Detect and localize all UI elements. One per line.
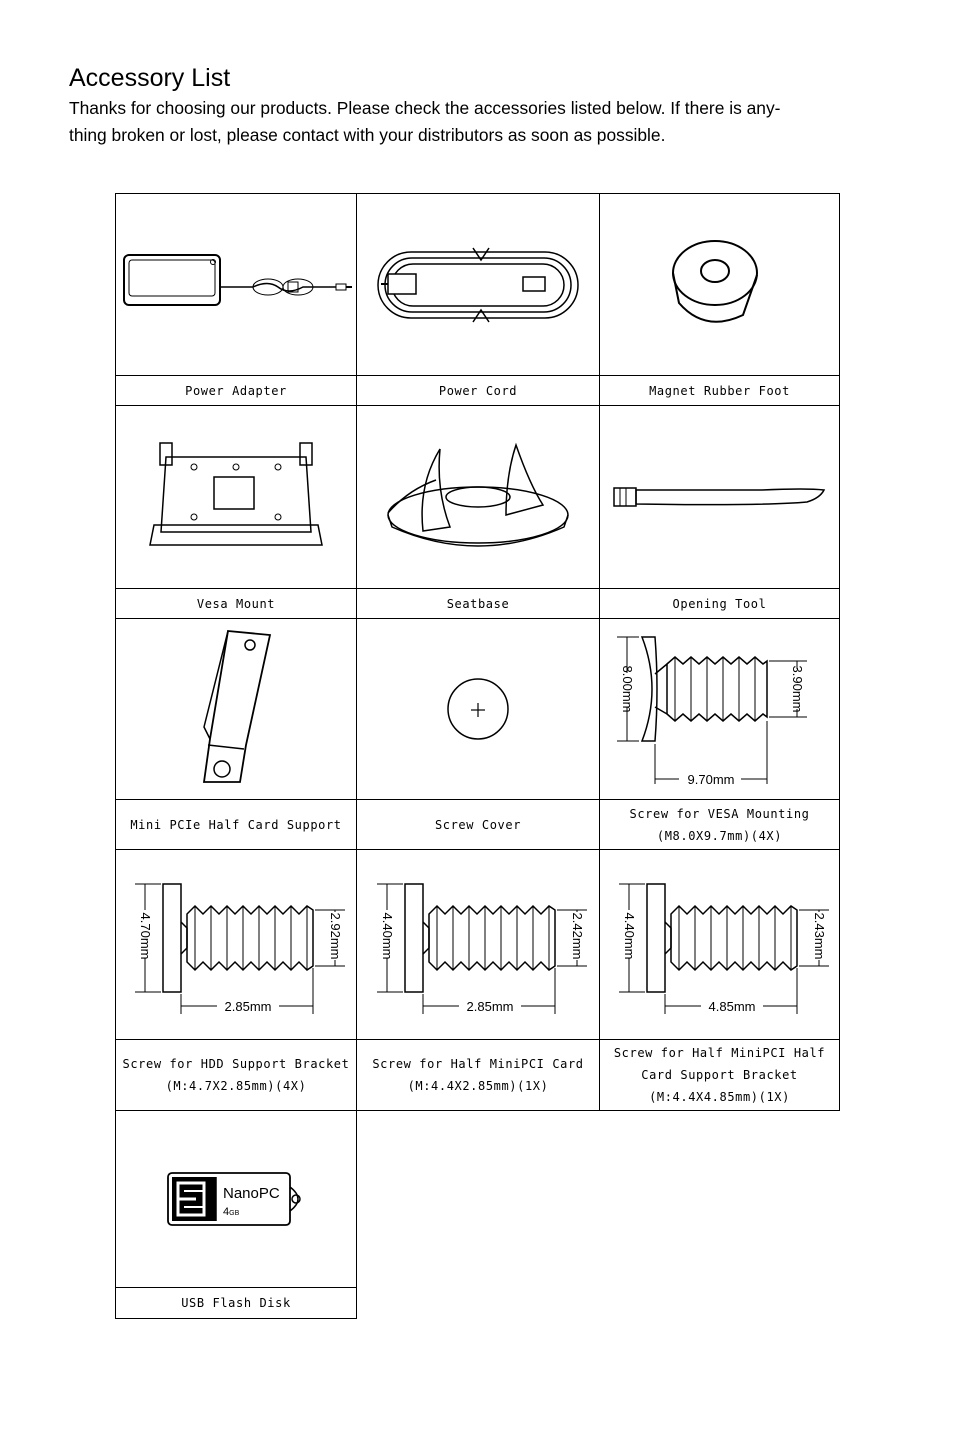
usb-flash-disk-icon: [166, 1169, 306, 1229]
label-line: Mini PCIe Half Card Support: [130, 817, 342, 832]
cell-magnet-rubber-foot-label: [599, 375, 840, 406]
dim-length: 4.85mm: [708, 999, 755, 1014]
vesa-screw-icon: [607, 629, 832, 789]
dim-thread: 2.92mm: [328, 912, 343, 960]
power-cord-icon: [363, 240, 593, 330]
cell-power-adapter-label: [115, 375, 357, 406]
minipci-bracket-screw-icon: [605, 872, 835, 1017]
cell-vesa-screw-image: [599, 618, 840, 800]
cell-vesa-screw-label: [599, 799, 840, 850]
label-line: Card Support Bracket: [641, 1068, 798, 1082]
intro-text: [69, 95, 889, 149]
label-line: (M:4.4X2.85mm)(1X): [407, 1079, 549, 1093]
cell-minipci-card-screw-image: [356, 849, 600, 1040]
power-adapter-icon: [118, 245, 354, 325]
cell-screw-cover-image: [356, 618, 600, 800]
cell-screw-cover-label: [356, 799, 600, 850]
cell-magnet-rubber-foot-image: [599, 193, 840, 376]
dim-head: 8.00mm: [620, 665, 635, 713]
dim-head: 4.40mm: [621, 912, 637, 960]
label-line: Screw for VESA Mounting: [629, 806, 810, 821]
dim-thread: 3.90mm: [790, 665, 805, 713]
dim-thread: 2.43mm: [811, 912, 827, 960]
cell-minipci-bracket-screw-image: [599, 849, 840, 1040]
cell-power-cord-label: [356, 375, 600, 406]
seatbase-icon: [378, 435, 578, 560]
cell-mini-pcie-half-card-support-image: [115, 618, 357, 800]
cell-minipci-card-screw-label: [356, 1039, 600, 1111]
label-line: Power Adapter: [185, 383, 287, 398]
label-line: Screw Cover: [434, 817, 522, 832]
cell-hdd-screw-image: [115, 849, 357, 1040]
label-line: Opening Tool: [672, 596, 767, 611]
page-title: Accessory List: [69, 64, 231, 92]
label-line: Screw for HDD Support Bracket: [122, 1057, 350, 1071]
screw-cover-icon: [445, 676, 511, 742]
label-line: Power Cord: [438, 383, 518, 398]
label-line: (M:4.4X4.85mm)(1X): [649, 1090, 790, 1104]
dim-length: 2.85mm: [224, 999, 272, 1014]
dim-length: 9.70mm: [687, 772, 735, 787]
dim-head: 4.70mm: [138, 912, 153, 960]
dim-head: 4.40mm: [380, 912, 395, 960]
cell-seatbase-image: [356, 405, 600, 589]
label-line: (M:4.7X2.85mm)(4X): [165, 1079, 307, 1093]
dim-thread: 2.42mm: [570, 912, 585, 960]
label-line: Vesa Mount: [196, 596, 276, 611]
minipci-card-screw-icon: [363, 872, 593, 1017]
intro-line-1: Thanks for choosing our products. Please check the accessories listed below. If there is any-: [69, 98, 781, 118]
dim-length: 2.85mm: [466, 999, 514, 1014]
cell-opening-tool-label: [599, 588, 840, 619]
label-line: Magnet Rubber Foot: [649, 383, 790, 398]
cell-power-adapter-image: [115, 193, 357, 376]
cell-mini-pcie-half-card-support-label: [115, 799, 357, 850]
cell-opening-tool-image: [599, 405, 840, 589]
cell-vesa-mount-label: [115, 588, 357, 619]
cell-minipci-bracket-screw-label: [599, 1039, 840, 1111]
magnet-rubber-foot-icon: [665, 235, 775, 335]
opening-tool-icon: [612, 482, 827, 512]
label-line: Screw for Half MiniPCI Half: [613, 1046, 826, 1060]
usb-capacity-number: 4: [223, 1206, 230, 1218]
usb-capacity-unit: GB: [229, 1210, 240, 1217]
mini-pcie-half-card-support-icon: [186, 627, 286, 792]
label-line: Seatbase: [446, 596, 510, 611]
cell-usb-flash-disk-label: [115, 1287, 357, 1319]
usb-capacity-text: [223, 1206, 240, 1218]
label-line: USB Flash Disk: [181, 1296, 291, 1310]
cell-hdd-screw-label: [115, 1039, 357, 1111]
label-line: (M8.0X9.7mm)(4X): [656, 828, 783, 843]
hdd-screw-icon: [121, 872, 351, 1017]
usb-brand-text: NanoPC: [223, 1185, 280, 1202]
label-line: Screw for Half MiniPCI Card: [372, 1057, 584, 1071]
cell-usb-flash-disk-image: [115, 1110, 357, 1288]
cell-vesa-mount-image: [115, 405, 357, 589]
cell-seatbase-label: [356, 588, 600, 619]
cell-power-cord-image: [356, 193, 600, 376]
vesa-mount-icon: [136, 437, 336, 557]
intro-line-2: thing broken or lost, please contact with your distributors as soon as possible.: [69, 125, 666, 145]
